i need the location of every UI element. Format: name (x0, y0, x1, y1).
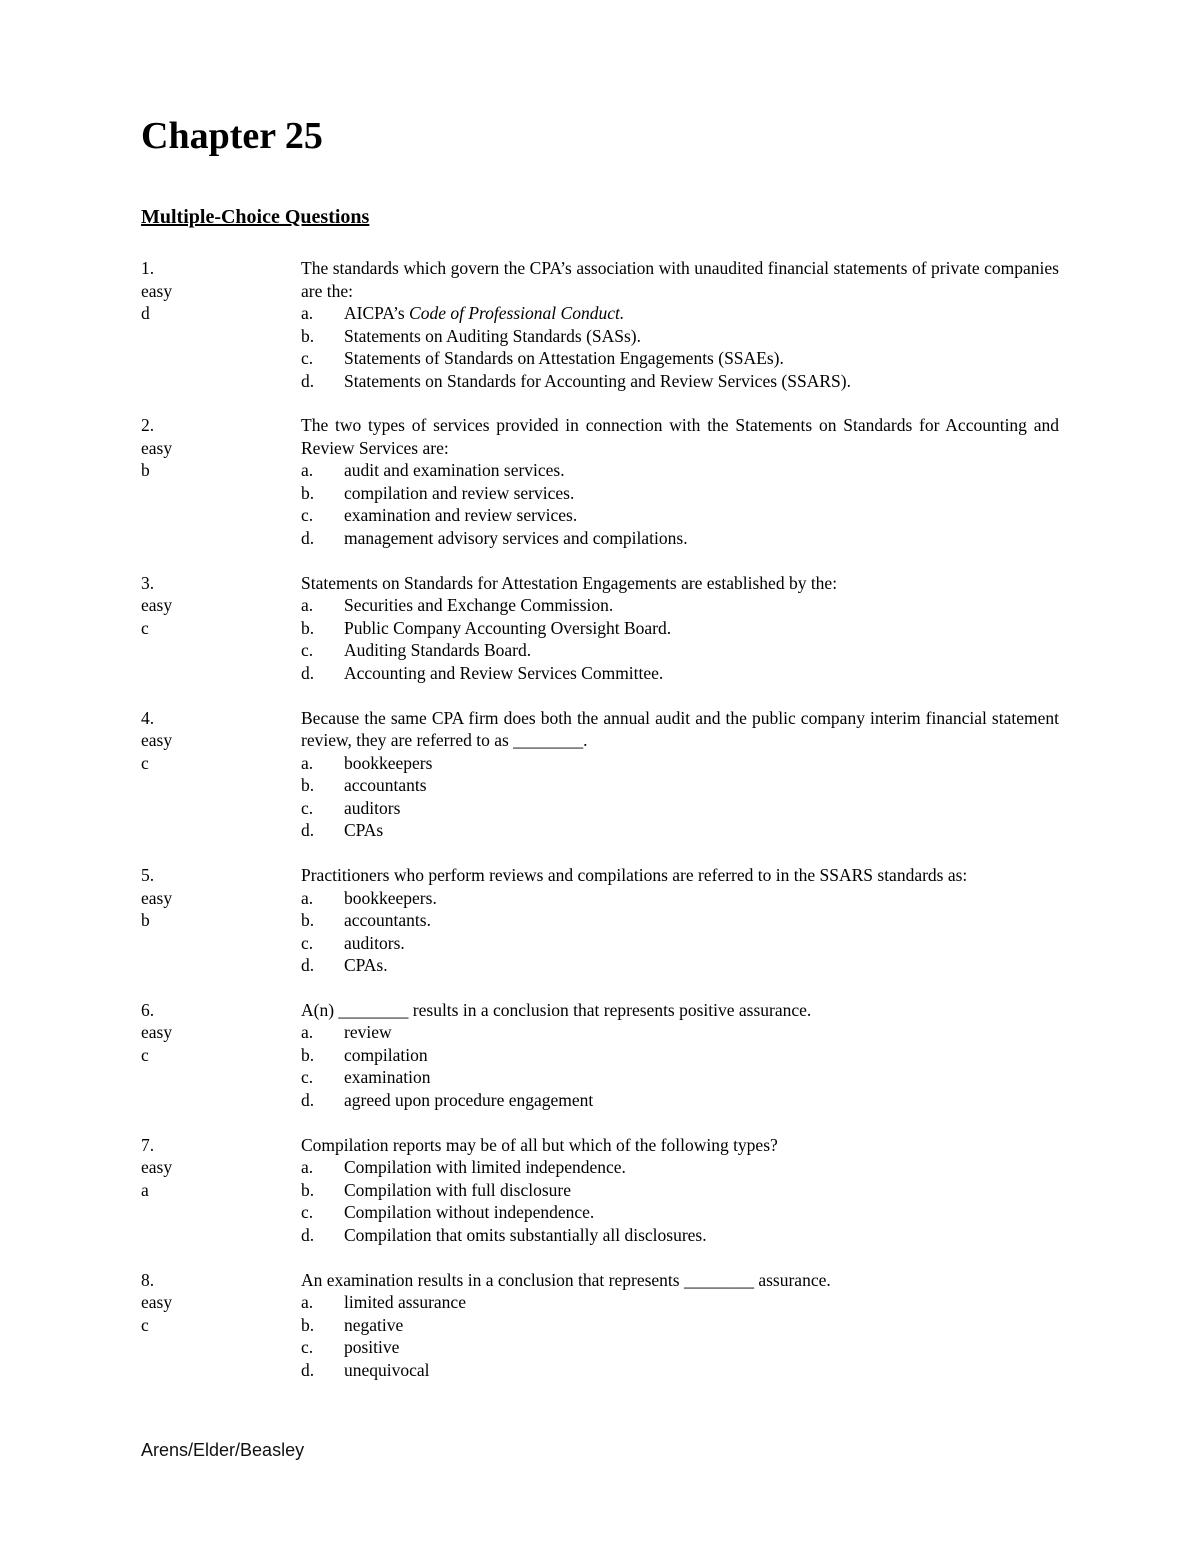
question-number: 7. (141, 1134, 155, 1155)
question-body (301, 414, 1059, 549)
question-item (141, 414, 1059, 549)
answer-option (301, 617, 1059, 640)
answer-option (301, 774, 1059, 797)
question-number: 6. (141, 999, 155, 1020)
option-letter: b. (301, 775, 315, 796)
question-stem: The standards which govern the CPA’s association with unaudited financial statements of private companies are the: (301, 258, 1059, 301)
question-stem: Compilation reports may be of all but which of the following types? (301, 1134, 778, 1155)
question-item (141, 999, 1059, 1112)
option-text: accountants (344, 775, 427, 796)
option-letter: b. (301, 325, 315, 346)
question-body (301, 1269, 1059, 1382)
question-answer: d (141, 303, 150, 323)
option-letter: a. (301, 460, 314, 481)
question-answer: b (141, 910, 150, 931)
question-item (141, 1134, 1059, 1247)
question-meta (141, 414, 291, 482)
question-difficulty: easy (141, 1157, 173, 1178)
question-stem: Practitioners who perform reviews and compilations are referred to in the SSARS standards as: (301, 865, 968, 886)
option-letter: d. (301, 820, 315, 841)
answer-option (301, 1291, 1059, 1314)
question-meta (141, 999, 291, 1067)
option-text: compilation (344, 1044, 428, 1065)
page-footer: Arens/Elder/Beasley (141, 1440, 305, 1460)
option-letter: d. (301, 370, 315, 391)
option-text: positive (344, 1337, 400, 1358)
question-item (141, 1269, 1059, 1382)
question-number: 1. (141, 258, 155, 278)
question-answer: a (141, 1179, 149, 1200)
answer-option (301, 819, 1059, 842)
answer-option (301, 1336, 1059, 1359)
answer-option (301, 639, 1059, 662)
question-body (301, 864, 1059, 977)
question-difficulty: easy (141, 887, 173, 908)
question-stem: An examination results in a conclusion that represents ________ assurance. (301, 1269, 831, 1290)
answer-option (301, 887, 1059, 910)
question-difficulty: easy (141, 595, 173, 616)
option-text: Statements on Standards for Accounting and Review Services (SSARS). (344, 370, 851, 391)
option-text: auditors. (344, 932, 405, 953)
question-stem: Because the same CPA firm does both the annual audit and the public company interim financial statement review, they are referred to as ________. (301, 707, 1059, 751)
answer-option (301, 1066, 1059, 1089)
question-item (141, 572, 1059, 685)
question-answer: c (141, 1314, 149, 1335)
option-text: examination and review services. (344, 505, 578, 526)
question-meta (141, 1134, 291, 1202)
option-text: Compilation with limited independence. (344, 1157, 626, 1178)
question-difficulty: easy (141, 1292, 173, 1313)
answer-option (301, 1089, 1059, 1112)
option-text: Securities and Exchange Commission. (344, 595, 614, 616)
question-difficulty: easy (141, 730, 173, 751)
question-number: 5. (141, 865, 155, 886)
answer-option (301, 1021, 1059, 1044)
question-meta (141, 257, 291, 325)
question-stem: The two types of services provided in connection with the Statements on Standards for Accounting and Review Services are: (301, 415, 1059, 458)
option-letter: c. (301, 505, 314, 526)
question-body (301, 999, 1059, 1112)
option-letter: a. (301, 595, 314, 616)
answer-option (301, 1179, 1059, 1202)
option-text: negative (344, 1314, 404, 1335)
option-letter: c. (301, 348, 314, 368)
option-letter: d. (301, 1089, 315, 1110)
option-text: Auditing Standards Board. (344, 640, 532, 661)
answer-option (301, 347, 1059, 370)
section-subtitle: Multiple-Choice Questions (141, 206, 370, 228)
option-text: bookkeepers (344, 752, 433, 773)
question-list (141, 257, 1059, 1404)
answer-option (301, 527, 1059, 550)
answer-option (301, 1224, 1059, 1247)
option-text: unequivocal (344, 1359, 430, 1380)
option-text: audit and examination services. (344, 460, 565, 481)
question-meta (141, 572, 291, 640)
question-difficulty: easy (141, 1022, 173, 1043)
option-text: management advisory services and compilations. (344, 527, 688, 548)
answer-option (301, 752, 1059, 775)
option-letter: b. (301, 910, 315, 931)
option-text: CPAs. (344, 955, 388, 976)
option-letter: b. (301, 482, 315, 503)
option-letter: a. (301, 303, 314, 323)
question-number: 2. (141, 415, 155, 436)
question-meta (141, 864, 291, 932)
option-letter: d. (301, 527, 315, 548)
question-answer: c (141, 617, 149, 638)
option-text: Accounting and Review Services Committee. (344, 662, 664, 683)
option-letter: a. (301, 1022, 314, 1043)
answer-option (301, 504, 1059, 527)
option-letter: d. (301, 662, 315, 683)
question-answer: b (141, 460, 150, 481)
answer-option (301, 1156, 1059, 1179)
option-text: review (344, 1022, 392, 1043)
answer-option (301, 1044, 1059, 1067)
option-letter: c. (301, 1337, 314, 1358)
question-item (141, 707, 1059, 842)
option-text: Public Company Accounting Oversight Board. (344, 617, 672, 638)
option-letter: b. (301, 1044, 315, 1065)
question-difficulty: easy (141, 437, 173, 458)
question-number: 3. (141, 572, 155, 593)
option-text: Compilation without independence. (344, 1202, 595, 1223)
answer-option (301, 797, 1059, 820)
option-letter: d. (301, 1224, 315, 1245)
question-answer: c (141, 1044, 149, 1065)
option-text: Compilation that omits substantially all disclosures. (344, 1224, 707, 1245)
answer-option (301, 1314, 1059, 1337)
answer-option (301, 662, 1059, 685)
question-meta (141, 1269, 291, 1337)
option-letter: c. (301, 797, 314, 818)
option-letter: b. (301, 1314, 315, 1335)
option-letter: a. (301, 1157, 314, 1178)
question-stem: A(n) ________ results in a conclusion that represents positive assurance. (301, 999, 812, 1020)
option-letter: b. (301, 1179, 315, 1200)
option-letter: c. (301, 1067, 314, 1088)
option-text-prefix: AICPA’s (344, 303, 410, 323)
question-number: 4. (141, 707, 155, 728)
option-letter: a. (301, 1292, 314, 1313)
question-body (301, 1134, 1059, 1247)
option-text: Statements of Standards on Attestation Engagements (SSAEs). (344, 348, 784, 368)
option-text-italic: Code of Professional Conduct. (409, 303, 625, 323)
question-number: 8. (141, 1269, 155, 1290)
option-text: auditors (344, 797, 401, 818)
option-text: accountants. (344, 910, 431, 931)
option-letter: c. (301, 640, 314, 661)
option-letter: a. (301, 887, 314, 908)
option-letter: a. (301, 752, 314, 773)
answer-option (301, 1359, 1059, 1382)
answer-option (301, 932, 1059, 955)
option-letter: c. (301, 1202, 314, 1223)
question-body (301, 572, 1059, 685)
answer-option (301, 1201, 1059, 1224)
question-stem: Statements on Standards for Attestation Engagements are established by the: (301, 572, 838, 593)
option-letter: b. (301, 617, 315, 638)
question-item (141, 257, 1059, 392)
option-letter: d. (301, 955, 315, 976)
answer-option (301, 325, 1059, 348)
option-text: compilation and review services. (344, 482, 575, 503)
answer-option (301, 459, 1059, 482)
answer-option (301, 302, 1059, 325)
answer-option (301, 370, 1059, 393)
page-title: Chapter 25 (141, 115, 323, 157)
answer-option (301, 954, 1059, 977)
answer-option (301, 594, 1059, 617)
option-text: Statements on Auditing Standards (SASs). (344, 325, 642, 346)
question-meta (141, 707, 291, 775)
question-item (141, 864, 1059, 977)
option-text: bookkeepers. (344, 887, 437, 908)
option-text: Compilation with full disclosure (344, 1179, 571, 1200)
option-text (344, 302, 624, 325)
option-letter: d. (301, 1359, 315, 1380)
question-body (301, 707, 1059, 842)
answer-option (301, 482, 1059, 505)
question-answer: c (141, 752, 149, 773)
question-body (301, 257, 1059, 392)
option-text: limited assurance (344, 1292, 466, 1313)
option-text: CPAs (344, 820, 384, 841)
option-text: examination (344, 1067, 431, 1088)
option-letter: c. (301, 932, 314, 953)
option-text: agreed upon procedure engagement (344, 1089, 594, 1110)
answer-option (301, 909, 1059, 932)
question-difficulty: easy (141, 280, 173, 301)
